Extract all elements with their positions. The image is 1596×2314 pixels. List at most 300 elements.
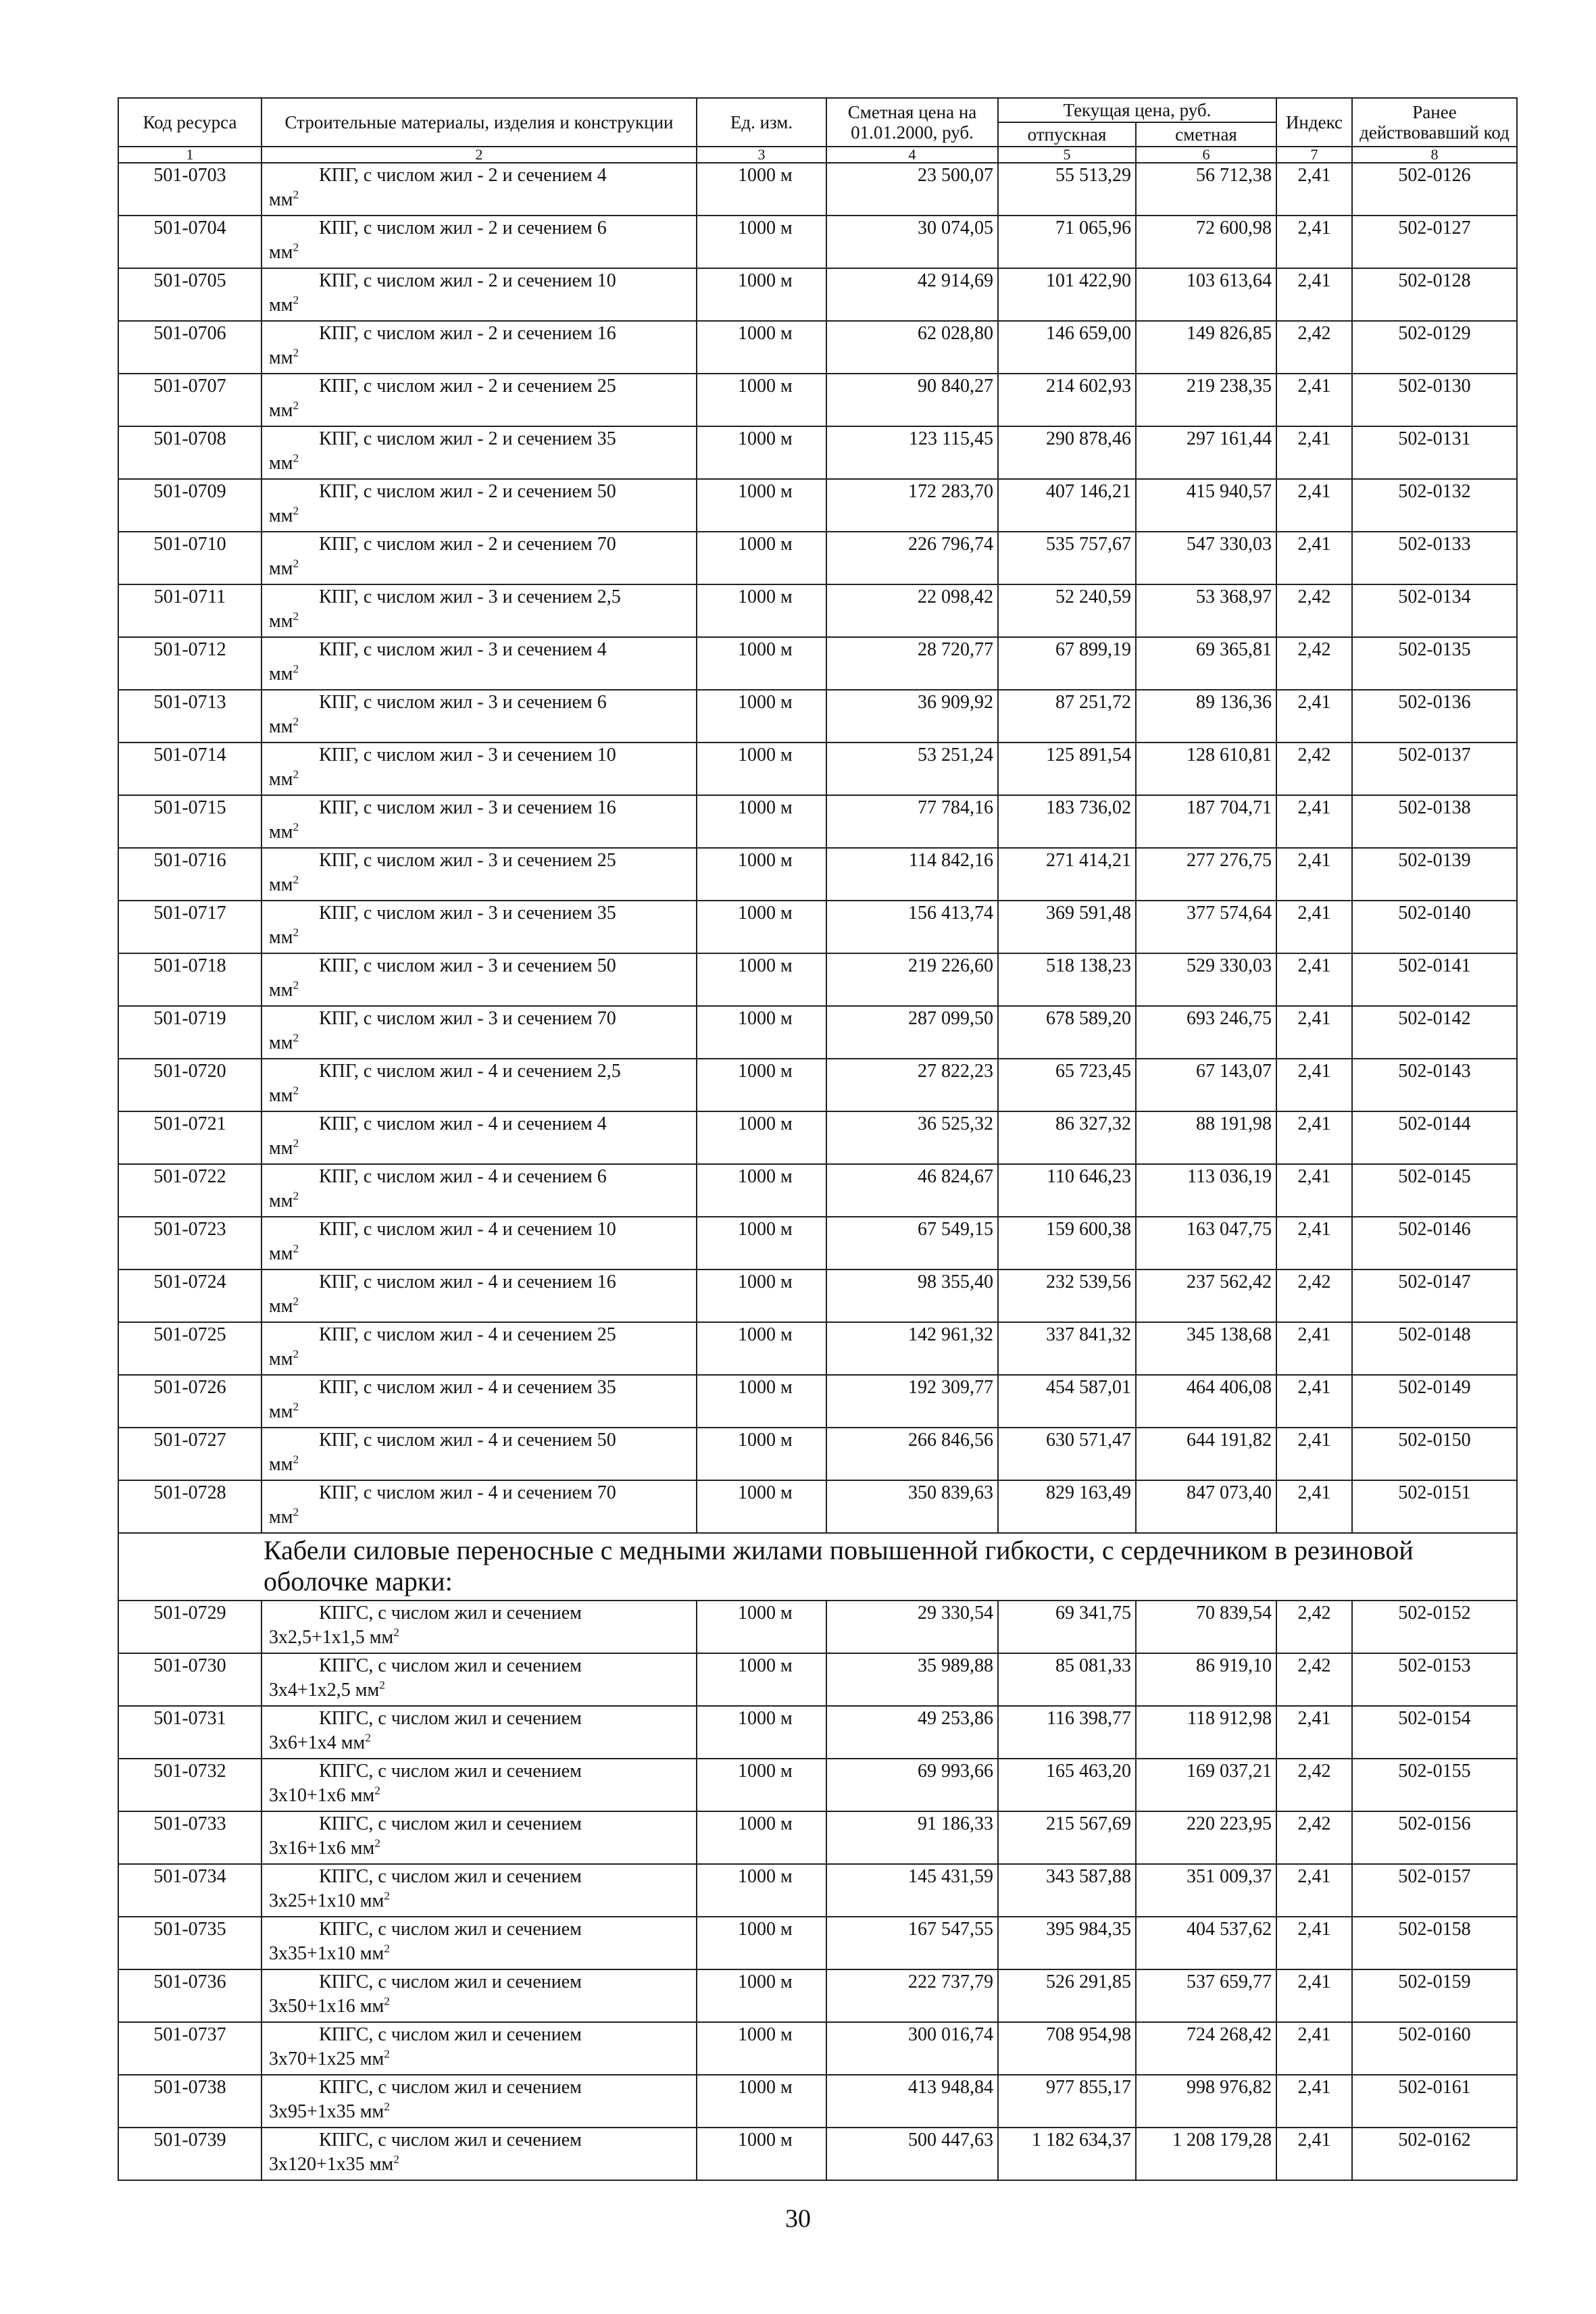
resource-code: 501-0714 (118, 743, 261, 795)
table-row (118, 1164, 1517, 1217)
column-number: 8 (1352, 147, 1517, 163)
table-row (118, 1601, 1517, 1653)
material-name-line1: КПГС, с числом жил и сечением (319, 1919, 582, 1940)
unit: 1000 м (697, 1006, 826, 1059)
previous-code: 502-0147 (1352, 1269, 1517, 1322)
unit: 1000 м (697, 2022, 826, 2075)
release-price: 55 513,29 (998, 163, 1136, 216)
unit: 1000 м (697, 1969, 826, 2022)
unit: 1000 м (697, 584, 826, 637)
resource-code: 501-0728 (118, 1480, 261, 1533)
base-price: 29 330,54 (826, 1601, 998, 1653)
unit: 1000 м (697, 1706, 826, 1759)
material-name-line2: $мм^2$ (269, 1136, 299, 1159)
previous-code: 502-0156 (1352, 1811, 1517, 1864)
material-name-line1: КПГС, с числом жил и сечением (319, 1603, 582, 1624)
column-number: 7 (1276, 147, 1352, 163)
material-name-line1: КПГС, с числом жил и сечением (319, 2024, 582, 2045)
price-index: 2,41 (1276, 1006, 1352, 1059)
material-name (261, 374, 697, 426)
previous-code: 502-0128 (1352, 268, 1517, 321)
estimate-price: 56 712,38 (1136, 163, 1276, 216)
estimate-price: 163 047,75 (1136, 1217, 1276, 1269)
release-price: 116 398,77 (998, 1706, 1136, 1759)
material-name-line2: $мм^2$ (269, 504, 299, 526)
material-name-line2: $мм^2$ (269, 1400, 299, 1422)
material-name-line1: КПГ, с числом жил - 2 и сечением 70 (319, 534, 616, 555)
price-index: 2,41 (1276, 2075, 1352, 2128)
estimate-price: 297 161,44 (1136, 426, 1276, 479)
material-name (261, 1059, 697, 1111)
material-name (261, 1322, 697, 1375)
price-index: 2,41 (1276, 1059, 1352, 1111)
material-name-line1: КПГ, с числом жил - 4 и сечением 10 (319, 1219, 616, 1240)
release-price: 159 600,38 (998, 1217, 1136, 1269)
material-name-line2: $мм^2$ (269, 1084, 299, 1106)
price-index: 2,41 (1276, 1375, 1352, 1428)
unit: 1000 м (697, 374, 826, 426)
previous-code: 502-0146 (1352, 1217, 1517, 1269)
resource-code: 501-0706 (118, 321, 261, 374)
unit: 1000 м (697, 163, 826, 216)
release-price: 87 251,72 (998, 690, 1136, 743)
price-index: 2,41 (1276, 163, 1352, 216)
resource-code: 501-0725 (118, 1322, 261, 1375)
previous-code: 502-0148 (1352, 1322, 1517, 1375)
table-row (118, 268, 1517, 321)
unit: 1000 м (697, 743, 826, 795)
material-name (261, 901, 697, 953)
release-price: 110 646,23 (998, 1164, 1136, 1217)
unit: 1000 м (697, 1601, 826, 1653)
material-name-line2: $мм^2$ (269, 293, 299, 316)
estimate-price: 644 191,82 (1136, 1428, 1276, 1480)
column-number: 5 (998, 147, 1136, 163)
base-price: 167 547,55 (826, 1917, 998, 1969)
price-index: 2,42 (1276, 321, 1352, 374)
release-price: 65 723,45 (998, 1059, 1136, 1111)
table-body (118, 163, 1517, 2180)
material-name-line1: КПГ, с числом жил - 4 и сечением 16 (319, 1272, 616, 1292)
base-price: 192 309,77 (826, 1375, 998, 1428)
base-price: 77 784,16 (826, 795, 998, 848)
material-name (261, 2128, 697, 2180)
resource-code: 501-0713 (118, 690, 261, 743)
price-index: 2,41 (1276, 532, 1352, 584)
price-index: 2,41 (1276, 1969, 1352, 2022)
table-row (118, 1375, 1517, 1428)
material-name-line1: КПГ, с числом жил - 2 и сечением 16 (319, 323, 616, 344)
table-row (118, 1428, 1517, 1480)
previous-code: 502-0134 (1352, 584, 1517, 637)
material-name (261, 953, 697, 1006)
material-name (261, 1969, 697, 2022)
material-name-line1: КПГС, с числом жил и сечением (319, 1971, 582, 1992)
price-index: 2,41 (1276, 1706, 1352, 1759)
unit: 1000 м (697, 1653, 826, 1706)
release-price: 454 587,01 (998, 1375, 1136, 1428)
price-index: 2,41 (1276, 2022, 1352, 2075)
previous-code: 502-0126 (1352, 163, 1517, 216)
release-price: 101 422,90 (998, 268, 1136, 321)
material-name-line1: КПГС, с числом жил и сечением (319, 1813, 582, 1834)
release-price: 407 146,21 (998, 479, 1136, 532)
material-name-line1: КПГ, с числом жил - 3 и сечением 6 (319, 692, 607, 713)
material-name-line1: КПГ, с числом жил - 3 и сечением 2,5 (319, 586, 621, 607)
previous-code: 502-0160 (1352, 2022, 1517, 2075)
price-table (118, 97, 1518, 2181)
price-table-sheet (118, 97, 1516, 2181)
price-index: 2,41 (1276, 901, 1352, 953)
material-name-line1: КПГ, с числом жил - 4 и сечением 25 (319, 1324, 616, 1345)
base-price: 413 948,84 (826, 2075, 998, 2128)
material-name-line2: $мм^2$ (269, 873, 299, 895)
table-row (118, 1706, 1517, 1759)
material-name-line2: 3х16+1х6 $мм^2$ (269, 1836, 380, 1859)
price-index: 2,41 (1276, 953, 1352, 1006)
material-name-line2: $мм^2$ (269, 1294, 299, 1317)
resource-code: 501-0726 (118, 1375, 261, 1428)
estimate-price: 72 600,98 (1136, 216, 1276, 268)
material-name-line1: КПГ, с числом жил - 2 и сечением 4 (319, 165, 607, 186)
previous-code: 502-0142 (1352, 1006, 1517, 1059)
estimate-price: 220 223,95 (1136, 1811, 1276, 1864)
material-name (261, 1864, 697, 1917)
previous-code: 502-0145 (1352, 1164, 1517, 1217)
release-price: 369 591,48 (998, 901, 1136, 953)
estimate-price: 128 610,81 (1136, 743, 1276, 795)
base-price: 226 796,74 (826, 532, 998, 584)
previous-code: 502-0133 (1352, 532, 1517, 584)
material-name-line1: КПГ, с числом жил - 3 и сечением 10 (319, 745, 616, 765)
material-name-line1: КПГС, с числом жил и сечением (319, 2077, 582, 2098)
table-row (118, 1917, 1517, 1969)
material-name (261, 1164, 697, 1217)
table-row (118, 1217, 1517, 1269)
unit: 1000 м (697, 690, 826, 743)
table-row (118, 216, 1517, 268)
unit: 1000 м (697, 1917, 826, 1969)
release-price: 395 984,35 (998, 1917, 1136, 1969)
material-name-line2: 3х35+1х10 $мм^2$ (269, 1942, 390, 1964)
unit: 1000 м (697, 1811, 826, 1864)
table-row (118, 743, 1517, 795)
base-price: 350 839,63 (826, 1480, 998, 1533)
unit: 1000 м (697, 953, 826, 1006)
material-name (261, 1111, 697, 1164)
resource-code: 501-0727 (118, 1428, 261, 1480)
previous-code: 502-0152 (1352, 1601, 1517, 1653)
material-name (261, 1006, 697, 1059)
resource-code: 501-0733 (118, 1811, 261, 1864)
previous-code: 502-0149 (1352, 1375, 1517, 1428)
resource-code: 501-0720 (118, 1059, 261, 1111)
base-price: 98 355,40 (826, 1269, 998, 1322)
unit: 1000 м (697, 479, 826, 532)
previous-code: 502-0138 (1352, 795, 1517, 848)
estimate-price: 464 406,08 (1136, 1375, 1276, 1428)
material-name-line1: КПГ, с числом жил - 4 и сечением 50 (319, 1430, 616, 1451)
resource-code: 501-0732 (118, 1759, 261, 1811)
table-header (118, 98, 1517, 163)
unit: 1000 м (697, 1059, 826, 1111)
release-price: 85 081,33 (998, 1653, 1136, 1706)
estimate-price: 415 940,57 (1136, 479, 1276, 532)
material-name-line1: КПГ, с числом жил - 4 и сечением 2,5 (319, 1061, 621, 1082)
table-row (118, 2075, 1517, 2128)
material-name (261, 2022, 697, 2075)
estimate-price: 547 330,03 (1136, 532, 1276, 584)
material-name-line1: КПГ, с числом жил - 2 и сечением 6 (319, 218, 607, 238)
base-price: 53 251,24 (826, 743, 998, 795)
material-name-line2: $мм^2$ (269, 1347, 299, 1369)
previous-code: 502-0127 (1352, 216, 1517, 268)
base-price: 500 447,63 (826, 2128, 998, 2180)
material-name (261, 1375, 697, 1428)
resource-code: 501-0716 (118, 848, 261, 901)
release-price: 232 539,56 (998, 1269, 1136, 1322)
base-price: 222 737,79 (826, 1969, 998, 2022)
base-price: 266 846,56 (826, 1428, 998, 1480)
material-name-line2: $мм^2$ (269, 1505, 299, 1528)
material-name-line1: КПГ, с числом жил - 4 и сечением 6 (319, 1166, 607, 1187)
material-name-line2: $мм^2$ (269, 715, 299, 737)
header-base-price: Сметная цена на 01.01.2000, руб. (826, 98, 998, 147)
resource-code: 501-0738 (118, 2075, 261, 2128)
previous-code: 502-0135 (1352, 637, 1517, 690)
material-name (261, 1269, 697, 1322)
price-index: 2,41 (1276, 848, 1352, 901)
material-name-line1: КПГС, с числом жил и сечением (319, 2130, 582, 2150)
material-name-line1: КПГ, с числом жил - 3 и сечением 35 (319, 903, 616, 924)
estimate-price: 529 330,03 (1136, 953, 1276, 1006)
column-number: 1 (118, 147, 261, 163)
estimate-price: 537 659,77 (1136, 1969, 1276, 2022)
column-number: 4 (826, 147, 998, 163)
unit: 1000 м (697, 321, 826, 374)
unit: 1000 м (697, 532, 826, 584)
price-index: 2,42 (1276, 1601, 1352, 1653)
resource-code: 501-0707 (118, 374, 261, 426)
resource-code: 501-0722 (118, 1164, 261, 1217)
estimate-price: 187 704,71 (1136, 795, 1276, 848)
material-name-line2: 3х25+1х10 $мм^2$ (269, 1889, 390, 1911)
price-index: 2,42 (1276, 1269, 1352, 1322)
table-row (118, 1759, 1517, 1811)
unit: 1000 м (697, 901, 826, 953)
resource-code: 501-0704 (118, 216, 261, 268)
material-name-line1: КПГ, с числом жил - 3 и сечением 25 (319, 850, 616, 871)
page-number: 30 (785, 2205, 811, 2233)
material-name-line2: $мм^2$ (269, 662, 299, 684)
base-price: 69 993,66 (826, 1759, 998, 1811)
unit: 1000 м (697, 268, 826, 321)
estimate-price: 998 976,82 (1136, 2075, 1276, 2128)
table-row (118, 2022, 1517, 2075)
estimate-price: 149 826,85 (1136, 321, 1276, 374)
material-name-line1: КПГ, с числом жил - 3 и сечением 50 (319, 955, 616, 976)
release-price: 52 240,59 (998, 584, 1136, 637)
material-name (261, 1480, 697, 1533)
resource-code: 501-0717 (118, 901, 261, 953)
estimate-price: 70 839,54 (1136, 1601, 1276, 1653)
release-price: 1 182 634,37 (998, 2128, 1136, 2180)
release-price: 829 163,49 (998, 1480, 1136, 1533)
release-price: 215 567,69 (998, 1811, 1136, 1864)
release-price: 146 659,00 (998, 321, 1136, 374)
material-name-line2: 3х120+1х35 $мм^2$ (269, 2153, 399, 2175)
material-name (261, 1759, 697, 1811)
resource-code: 501-0724 (118, 1269, 261, 1322)
estimate-price: 847 073,40 (1136, 1480, 1276, 1533)
material-name (261, 743, 697, 795)
unit: 1000 м (697, 1269, 826, 1322)
price-index: 2,41 (1276, 1217, 1352, 1269)
base-price: 172 283,70 (826, 479, 998, 532)
material-name-line1: КПГ, с числом жил - 2 и сечением 35 (319, 428, 616, 449)
material-name (261, 1917, 697, 1969)
release-price: 165 463,20 (998, 1759, 1136, 1811)
material-name-line2: 3х70+1х25 $мм^2$ (269, 2047, 390, 2069)
section-row (118, 1533, 1517, 1601)
estimate-price: 724 268,42 (1136, 2022, 1276, 2075)
resource-code: 501-0703 (118, 163, 261, 216)
release-price: 337 841,32 (998, 1322, 1136, 1375)
base-price: 49 253,86 (826, 1706, 998, 1759)
material-name-line2: 3х10+1х6 $мм^2$ (269, 1784, 380, 1806)
material-name-line2: $мм^2$ (269, 1031, 299, 1053)
price-index: 2,41 (1276, 1428, 1352, 1480)
resource-code: 501-0737 (118, 2022, 261, 2075)
material-name-line1: КПГС, с числом жил и сечением (319, 1866, 582, 1887)
base-price: 27 822,23 (826, 1059, 998, 1111)
estimate-price: 237 562,42 (1136, 1269, 1276, 1322)
column-number: 3 (697, 147, 826, 163)
table-row (118, 1653, 1517, 1706)
resource-code: 501-0710 (118, 532, 261, 584)
estimate-price: 277 276,75 (1136, 848, 1276, 901)
material-name-line1: КПГ, с числом жил - 4 и сечением 35 (319, 1377, 616, 1398)
base-price: 30 074,05 (826, 216, 998, 268)
base-price: 36 525,32 (826, 1111, 998, 1164)
release-price: 708 954,98 (998, 2022, 1136, 2075)
resource-code: 501-0711 (118, 584, 261, 637)
unit: 1000 м (697, 426, 826, 479)
resource-code: 501-0729 (118, 1601, 261, 1653)
unit: 1000 м (697, 1164, 826, 1217)
price-index: 2,41 (1276, 1111, 1352, 1164)
previous-code: 502-0162 (1352, 2128, 1517, 2180)
header-prev-code: Ранее действовавший код (1352, 98, 1517, 147)
release-price: 678 589,20 (998, 1006, 1136, 1059)
table-row (118, 2128, 1517, 2180)
unit: 1000 м (697, 2075, 826, 2128)
estimate-price: 86 919,10 (1136, 1653, 1276, 1706)
unit: 1000 м (697, 1480, 826, 1533)
table-row (118, 1480, 1517, 1533)
material-name (261, 2075, 697, 2128)
table-row (118, 637, 1517, 690)
estimate-price: 404 537,62 (1136, 1917, 1276, 1969)
material-name-line1: КПГ, с числом жил - 2 и сечением 50 (319, 481, 616, 502)
material-name (261, 795, 697, 848)
estimate-price: 103 613,64 (1136, 268, 1276, 321)
price-index: 2,41 (1276, 795, 1352, 848)
base-price: 123 115,45 (826, 426, 998, 479)
price-index: 2,41 (1276, 1864, 1352, 1917)
previous-code: 502-0139 (1352, 848, 1517, 901)
unit: 1000 м (697, 795, 826, 848)
material-name-line2: 3х2,5+1х1,5 $мм^2$ (269, 1626, 399, 1648)
estimate-price: 345 138,68 (1136, 1322, 1276, 1375)
release-price: 630 571,47 (998, 1428, 1136, 1480)
material-name-line2: 3х95+1х35 $мм^2$ (269, 2100, 390, 2122)
material-name (261, 1653, 697, 1706)
material-name-line2: $мм^2$ (269, 188, 299, 210)
table-row (118, 848, 1517, 901)
previous-code: 502-0130 (1352, 374, 1517, 426)
material-name-line2: $мм^2$ (269, 768, 299, 790)
material-name-line2: $мм^2$ (269, 399, 299, 421)
price-index: 2,42 (1276, 637, 1352, 690)
price-index: 2,41 (1276, 1917, 1352, 1969)
material-name-line1: КПГ, с числом жил - 3 и сечением 16 (319, 797, 616, 818)
previous-code: 502-0129 (1352, 321, 1517, 374)
release-price: 271 414,21 (998, 848, 1136, 901)
material-name (261, 637, 697, 690)
unit: 1000 м (697, 1428, 826, 1480)
estimate-price: 89 136,36 (1136, 690, 1276, 743)
material-name-line2: $мм^2$ (269, 609, 299, 632)
material-name-line2: $мм^2$ (269, 1189, 299, 1211)
previous-code: 502-0136 (1352, 690, 1517, 743)
estimate-price: 377 574,64 (1136, 901, 1276, 953)
resource-code: 501-0731 (118, 1706, 261, 1759)
base-price: 156 413,74 (826, 901, 998, 953)
table-row (118, 1322, 1517, 1375)
resource-code: 501-0735 (118, 1917, 261, 1969)
material-name-line1: КПГС, с числом жил и сечением (319, 1708, 582, 1729)
material-name (261, 532, 697, 584)
previous-code: 502-0154 (1352, 1706, 1517, 1759)
release-price: 518 138,23 (998, 953, 1136, 1006)
material-name-line1: КПГС, с числом жил и сечением (319, 1655, 582, 1676)
material-name-line2: $мм^2$ (269, 1242, 299, 1264)
previous-code: 502-0140 (1352, 901, 1517, 953)
resource-code: 501-0723 (118, 1217, 261, 1269)
material-name-line1: КПГ, с числом жил - 4 и сечением 4 (319, 1113, 607, 1134)
table-row (118, 1111, 1517, 1164)
material-name-line2: 3х50+1х16 $мм^2$ (269, 1994, 390, 2017)
release-price: 69 341,75 (998, 1601, 1136, 1653)
previous-code: 502-0158 (1352, 1917, 1517, 1969)
table-row (118, 795, 1517, 848)
material-name (261, 216, 697, 268)
release-price: 86 327,32 (998, 1111, 1136, 1164)
table-row (118, 321, 1517, 374)
previous-code: 502-0157 (1352, 1864, 1517, 1917)
price-index: 2,41 (1276, 690, 1352, 743)
unit: 1000 м (697, 216, 826, 268)
section-title: Кабели силовые переносные с медными жилами повышенной гибкости, с сердечником в резиновой оболочке марки: (118, 1533, 1517, 1601)
material-name-line2: $мм^2$ (269, 346, 299, 368)
table-row (118, 1006, 1517, 1059)
base-price: 22 098,42 (826, 584, 998, 637)
material-name-line1: КПГС, с числом жил и сечением (319, 1761, 582, 1782)
release-price: 290 878,46 (998, 426, 1136, 479)
material-name (261, 1217, 697, 1269)
unit: 1000 м (697, 848, 826, 901)
